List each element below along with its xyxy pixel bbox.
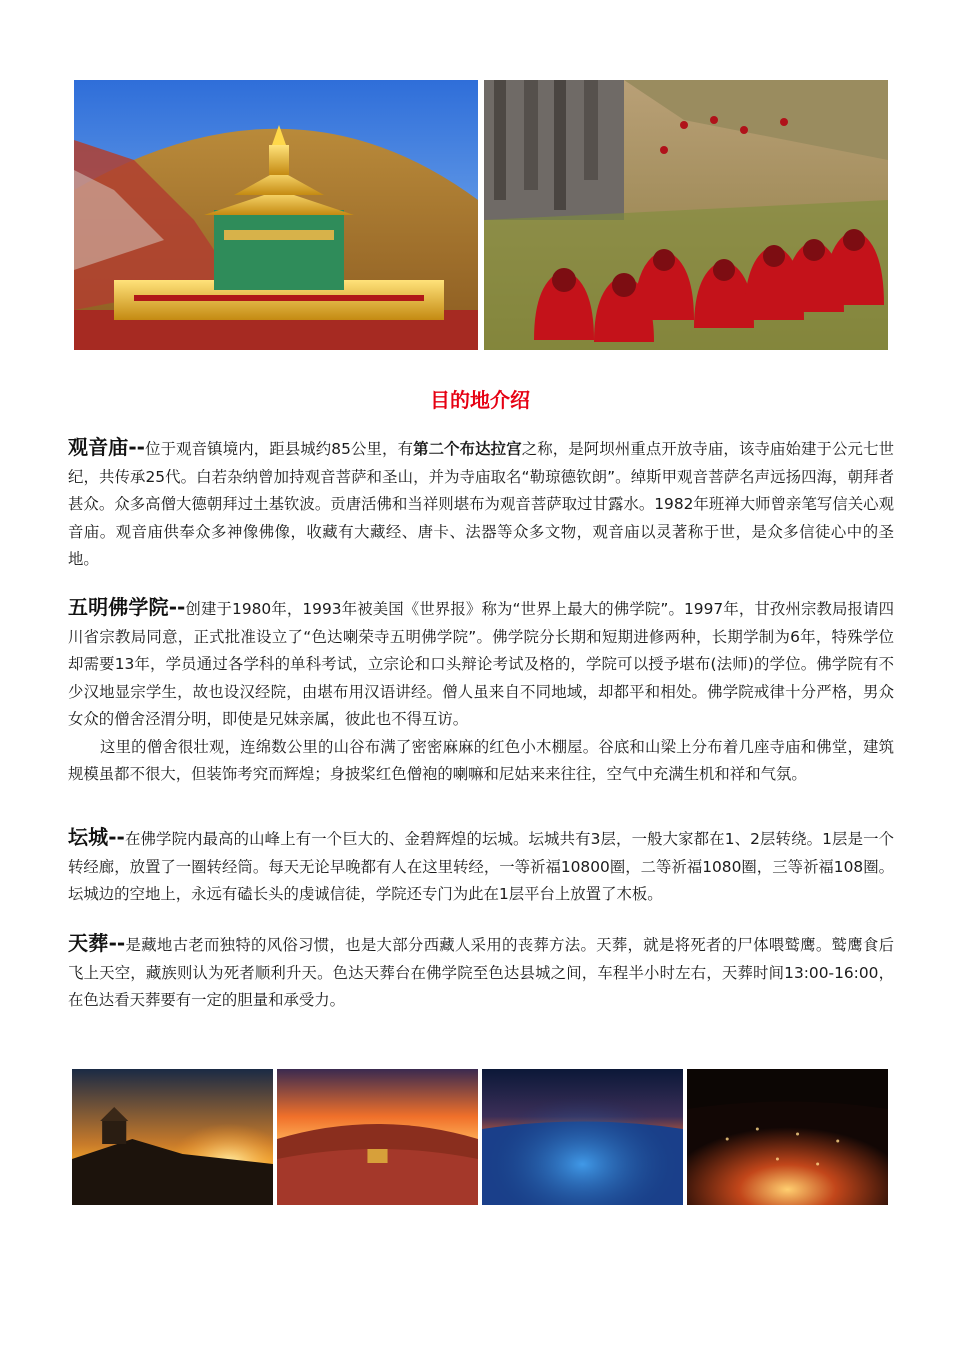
section-paragraph: 这里的僧舍很壮观，连绵数公里的山谷布满了密密麻麻的红色小木棚屋。谷底和山梁上分布着几座寺庙和佛堂，建筑规模虽都不很大，但装饰考究而辉煌；身披桨红色僧袍的喇嘛和尼姑来来往往，空气中充满生机和祥和气氛。 [68, 737, 894, 783]
section-heading: 坛城-- [68, 825, 125, 849]
section-wuming-academy [68, 594, 894, 789]
section-guanyin-temple [68, 434, 894, 574]
section-sky-burial [68, 930, 894, 1015]
section-text: 创建于1980年，1993年被美国《世界报》称为“世界上最大的佛学院”。1997年，甘孜州宗教局报请四川省宗教局同意，正式批准设立了“色达喇荣寺五明佛学院”。佛学院分长期和短期进修两种，长期学制为6年，特殊学位却需要13年，学员通过各学科的单科考试，立宗论和口头辩论考试及格的，学院可以授予堪布(法师)的学位。佛学院有不少汉地显宗学生，故也设汉经院，由堪布用汉语讲经。僧人虽来自不同地域，却都平和相处。佛学院戒律十分严格，男众女众的僧舍泾渭分明，即使是兄妹亲属，彼此也不得互访。 [68, 600, 894, 728]
section-heading: 观音庙-- [68, 435, 145, 459]
monks-gathering-photo [484, 80, 888, 350]
golden-temple-photo [74, 80, 478, 350]
night-lights-photo [687, 1069, 888, 1205]
bottom-photo-row [72, 1069, 888, 1205]
section-text: 位于观音镇境内，距县城约85公里，有 [144, 440, 414, 458]
sunset-valley-photo [277, 1069, 478, 1205]
blue-dusk-valley-photo [482, 1069, 683, 1205]
section-heading: 五明佛学院-- [68, 595, 186, 619]
sunset-temple-photo [72, 1069, 273, 1205]
page-title: 目的地介绍 [430, 388, 530, 412]
section-mandala [68, 824, 894, 909]
section-text: 是藏地古老而独特的风俗习惯，也是大部分西藏人采用的丧葬方法。天葬，就是将死者的尸体喂鹫鹰。鹫鹰食后飞上天空，藏族则认为死者顺利升天。色达天葬台在佛学院至色达县城之间，车程半小时左右，天葬时间13:00-16:00，在色达看天葬要有一定的胆量和承受力。 [68, 936, 894, 1009]
section-heading: 天葬-- [68, 931, 126, 955]
highlight-text: 第二个布达拉宫 [413, 440, 522, 458]
section-text: 在佛学院内最高的山峰上有一个巨大的、金碧辉煌的坛城。坛城共有3层，一般大家都在1、2层转绕。1层是一个转经廊，放置了一圈转经筒。每天无论早晚都有人在这里转经，一等祈福10800圈，二等祈福1080圈，三等祈福108圈。坛城边的空地上，永远有磕长头的虔诚信徒，学院还专门为此在1层平台上放置了木板。 [68, 830, 895, 903]
section-text: 之称，是阿坝州重点开放寺庙，该寺庙始建于公元七世纪，共传承25代。白若杂纳曾加持观音菩萨和圣山，并为寺庙取名“勒琼德钦朗”。绰斯甲观音菩萨名声远扬四海，朝拜者甚众。众多高僧大德朝拜过土基钦波。贡唐活佛和当祥则堪布为观音菩萨取过甘露水。1982年班禅大师曾亲笔写信关心观音庙。观音庙供奉众多神像佛像，收藏有大藏经、唐卡、法器等众多文物，观音庙以灵著称于世，是众多信徒心中的圣地。 [68, 440, 894, 568]
top-photo-row [74, 80, 888, 350]
